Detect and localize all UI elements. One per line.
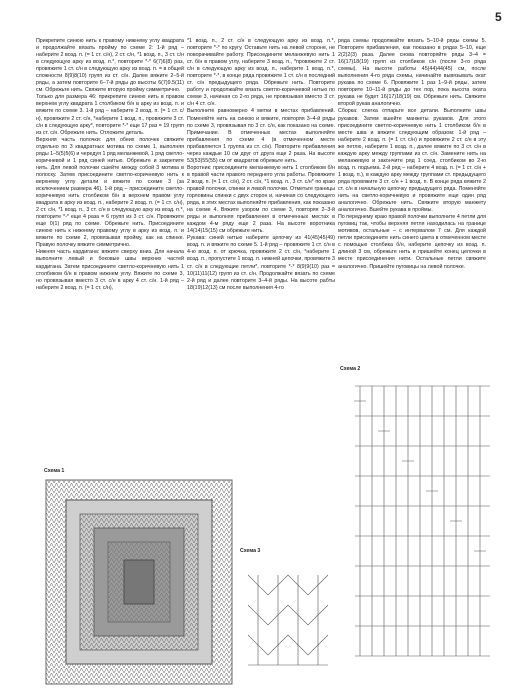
scheme-2-caption: Схема 2 [340, 366, 361, 372]
text-column-3: ряда схемы продолжайте вязать 5–10-й ряды схемы 5. Повторите прибавления, как показано в рядах 5–10, еще 2(2)2(3) раза. Далее снова повторяйте ряды 3–4 = 16(17)18(19) групп из столбиков с/н (после 3-го ряда схемы). На высоте работы 45(44)44(45) см, после выполнения 4-го ряда схемы, начинайте вывязывать окат рукава по схеме 6. Провяжите 1 раз 1–9-й ряды, затем повторите 10–11-й ряды до тех пор, пока высота оката рукава не будет 16(17)18(19) см. Обрежьте нить. Свяжите второй рукав аналогично. Сборка: слегка отпарьте все детали. Выполните швы рукавов. Затем вшейте манжеты рукавов. Для этого присоедините светло-коричневую нить 1 столбиком б/н в месте шва и вяжите следующим образом: 1-й ряд – наберите 2 возд. п. (= 1 ст. с/н) и провяжите 2 ст. с/н в эту же петлю, наберите 1 возд. п., далее вяжите по 3 ст. с/н в каждую арку между группами из ст. с/н. Замените нить на меланжевую и закончите ряд 1 соед. столбиком во 2-ю возд. п. подъема. 2-й ряд – наберите 4 возд. п. (= 1 ст. с/н + 1 возд. п.), в каждую арку между группами ст. предыдущего ряда провяжите 3 ст. с/н + 1 возд. п. В конце ряда вяжите 2 ст. с/н в начальную цепочку предыдущего ряда. Поменяйте нить на светло-коричневую и провяжите еще один ряд аналогично. Обрежьте нить. Свяжите вторую манжету аналогично. Вшейте рукава в проймы. По переднему краю правой полочки выполните 4 петли для пуговиц так, чтобы верхняя петля находилась на границе мотивов, остальные – с интервалом 7 см. Для каждой петли присоедините нить синего цвета в отмеченном месте с помощью столбика б/н, наберите цепочку из возд. п. длиной 3 см, обрежьте нить и пришейте конец цепочки в месте присоединения нити. Остальные петли свяжите аналогично. Пришейте пуговицы на левой полочке. [338, 38, 486, 270]
scheme-1-diagram [44, 478, 234, 686]
scheme-3-diagram [240, 560, 335, 680]
scheme-1-caption: Схема 1 [44, 468, 65, 474]
page-number: 5 [495, 10, 502, 24]
text-column-2: *1 возд. п., 2 ст. с/н в следующую арку из возд. п.*, повторите *-* по кругу. Оставьте нить на левой стороне, не поворачивайте работу. Присоедините меланжевую нить 1 ст. б/н в правом углу, наберите 3 возд. п., *провяжите 2 ст. с/н в следующую арку из возд. п., наберите 1 возд. п.*, повторите *-*, в конце ряда провяжите 1 ст. с/н в последний ст. с/н предыдущего ряда. Обрежьте нить. Повторите работу и продолжайте вязать светло-коричневой нитью по схеме 3, начиная со 2-го ряда, не провязывая вместо 3 ст. с/н 4 ст. с/н. Выполните равномерно 4 метки в местах прибавлений. Поменяйте нить на синюю и вяжите, повторяя 3–4-й ряды по схеме 3, провязывая по 3 ст. с/н, как показано на схеме. Примечание. В отмеченных местах выполняйте прибавления по схеме 4 (в отмеченном месте прибавляется 1 группа из ст. с/н). Повторите прибавления через каждые 10 см друг от друга еще 2 раза. На высоте 53(53)55(55) см от квадратов обрежьте нить. Воротник: присоедините меланжевую нить 1 столбиком б/н в правой части правого переднего угла работы. Провяжите 2 возд. п. (= 1 ст. с/н), 2 ст. с/н, *1 возд. п., 3 ст. с/н* по краю правой полочки, спинки и левой полочки. Отметьте границы горловины спинки с двух сторон и, начиная со следующего ряда, в этих местах выполняйте прибавления, как показано на схеме 4. Вяжите узором по схеме 3, повторяя 2–3-й ряды и выполняя прибавления в отмеченных местах в каждом 4-м ряду еще 2 раза. На высоте воротника 14(14)15(15) см обрежьте нить. Рукава: синей нитью наберите цепочку из 41(45)45(49) возд. п. и вяжите по схеме 5. 1-й ряд – провяжите 1 ст. с/н в 4-ю возд. п. от крючка, провяжите 2 ст. с/н, *наберите 1 возд. п., пропустите 1 возд. п. нижней цепочки, провяжите 3 ст. с/н в следующие петли*, повторите *-* 8(9)9(10) раз = 10(11)11(12) групп из ст. с/н. Продолжайте вязать по схеме 2-й ряд и далее повторите 3–4-й ряды. На высоте рабты 18(19)12(13) см после выполнения 4-го [187, 38, 336, 291]
text-column-1: Прикрепите синюю нить к правому нижнему углу квадрата и продолжайте вязать пройму по схеме 2: 1-й ряд – наберите 2 возд. п. (= 1 ст. с/н), 2 ст. с/н, *1 возд. п., 3 ст. с/н в следующую арку из возд. п.*, повторите *-* 6(7)6(8) раз, провяжите 1 ст. с/н в следующую арку из возд. п. = в общей сложности 8(9)8(10) групп из ст. с/н. Далее вяжите 2–5-й ряды, а затем повторите 6–7-й ряды до высоты 6(7)9.5(11) см. Обрежьте нить. Свяжите вторую пройму симметрично. Только для размера 46: прикрепите синюю нить в правом верхнем углу квадрата 1 столбиком б/н в арку из возд. п. и вяжите по схеме 3. 1-й ряд – наберите 2 возд. п. (= 1 ст. с/н), провяжите 2 ст. с/н, *наберите 1 возд. п., провяжите 3 ст. с/н в следующую арку*, повторите *-* еще 17 раз = 19 групп из ст. с/н. Обрежьте нить. Отложите деталь. Верхняя часть полочки: для обеих полочек свяжите отдельно по 3 квадратных мотива по схеме 1, выполняя ряды 1–5(5)5(6) и чередуя 1 ряд меланжевой, 1 ряд светло-коричневой и 1 ряд синей нитью. Обрежьте и закрепите нить. Для левой полочки сшейте между собой 3 мотива в полоску. Затем присоедините светло-коричневую нить к верхнему углу детали и вяжите по схеме 3 (за исключением размера 46). 1-й ряд – присоедините светло-коричневую нить столбиком б/н в верхнем правом углу квадрата в арку из возд. п., наберите 2 возд. п. (= 1 ст. с/н), 2 ст. с/н, *1 возд. п., 3 ст. с/н в следующую арку из возд. п.*, повторите *-* еще 4 раза = 6 групп из 3 ст. с/н. Провяжите еще 0(1) ряд по схеме. Обрежьте нить. Присоедините синюю нить к нижнему правому углу в арку из возд. п. и вяжите по схеме 2, провязывая пройму, как на спинке. Правую полочку вяжите симметрично. Нижняя часть кардигана: вяжите сверху вниз. Для начала выполните левый и боковые швы верхних частей кардигана. Затем присоедините светло-коричневую нить 1 столбиком б/н в правом нижнем углу. Вяжите по схеме 3, но провязывая вместо 3 ст. с/н в арку 4 ст. с/н. 1-й ряд – наберите 2 возд. п. (= 1 ст. с/н), [36, 38, 184, 291]
scheme-3-caption: Схема 3 [240, 548, 261, 554]
scheme-2-diagram [350, 376, 495, 676]
